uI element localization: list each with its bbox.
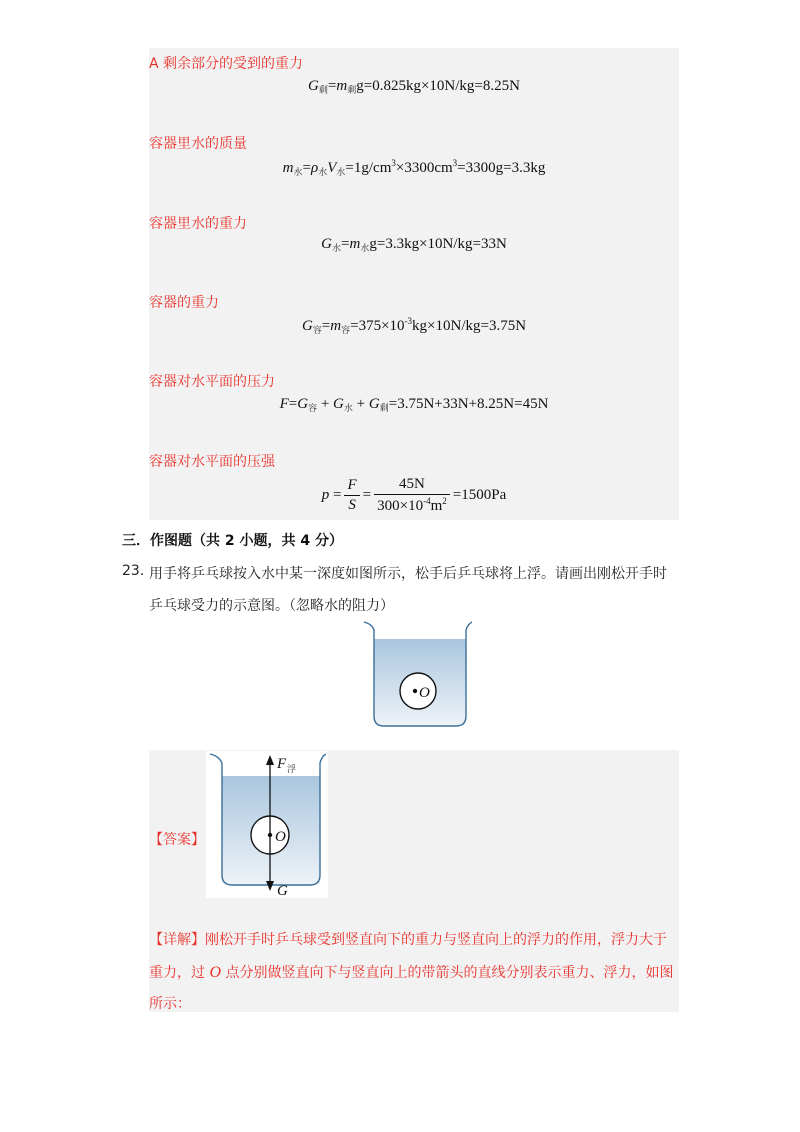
buoyancy-subscript: 浮 xyxy=(287,765,297,775)
step1-formula: $G_剩=m_剩g=0.825kg\times 10N/kg=8.25N$ xyxy=(308,78,520,96)
point-label: O xyxy=(275,829,286,845)
step6-formula: p = $\frac{F}{S}$ = $\frac{45N}{300\times 10^{-4}m^2}$ =1500Pa xyxy=(321,476,507,514)
step4-label: 容器的重力 xyxy=(149,295,219,311)
question-line-1: 用手将乒乓球按入水中某一深度如图所示，松手后乒乓球将上浮。请画出刚松开手时 xyxy=(149,566,667,582)
step3-formula: $G_水=m_水g=3.3kg\times 10N/kg=33N$ xyxy=(321,236,507,254)
center-point xyxy=(413,689,417,693)
question-number: 23. xyxy=(122,563,145,579)
detail-line-2: 重力，过 O 点分别做竖直向下与竖直向上的带箭头的直线分别表示重力、浮力，如图 xyxy=(149,964,674,981)
step5-label: 容器对水平面的压力 xyxy=(149,374,275,390)
question-line-2: 乒乓球受力的示意图。（忽略水的阻力） xyxy=(149,598,394,614)
detail-line-3: 所示： xyxy=(149,996,191,1012)
step2-formula: $m_水=\rho_水V_水=1g/cm^3\times 3300cm^3=3300g=3.3kg$ xyxy=(282,158,546,178)
question-beaker-figure xyxy=(358,618,474,732)
detail-line-1: 【详解】刚松开手时乒乓球受到竖直向下的重力与竖直向上的浮力的作用，浮力大于 xyxy=(149,932,667,948)
solution-panel xyxy=(149,48,679,520)
step6-label: 容器对水平面的压强 xyxy=(149,454,275,470)
step3-label: 容器里水的重力 xyxy=(149,216,247,232)
answer-beaker-figure xyxy=(206,751,328,898)
answer-label: 【答案】 xyxy=(149,832,205,848)
section-title: 三．作图题（共 2 小题，共 4 分） xyxy=(122,533,343,549)
step4-formula: $G_容=m_容=375\times 10^{-3}kg\times 10N/kg=3.75N$ xyxy=(301,316,527,336)
step5-formula: $F=G_容 + G_水 + G_剩=3.75N+33N+8.25N=45N$ xyxy=(279,396,549,414)
step1-label: A 剩余部分的受到的重力 xyxy=(149,56,304,72)
buoyancy-label: F xyxy=(277,756,287,772)
center-point xyxy=(268,833,272,837)
step2-label: 容器里水的质量 xyxy=(149,136,247,152)
buoyancy-arrowhead xyxy=(266,755,274,765)
gravity-arrowhead xyxy=(266,881,274,891)
point-label: O xyxy=(419,685,430,701)
gravity-label: G xyxy=(277,883,288,898)
ping-pong-ball xyxy=(400,673,436,709)
